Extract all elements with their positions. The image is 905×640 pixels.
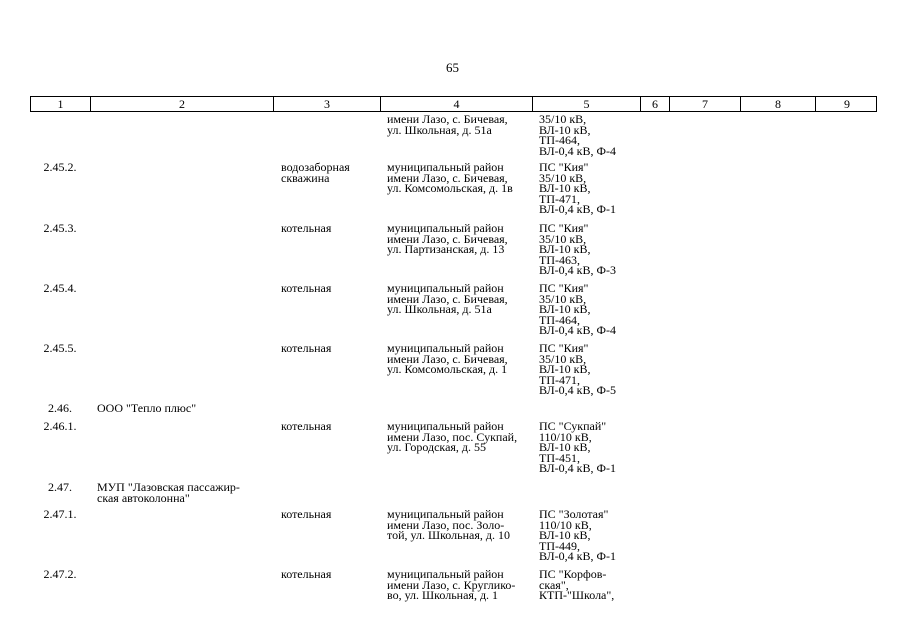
object-address xyxy=(387,421,517,453)
object-address-line: муниципальный район xyxy=(387,567,504,581)
object-address-line: ул. Школьная, д. 51а xyxy=(387,122,492,137)
row-number: 2.47.2. xyxy=(43,567,77,581)
object-address xyxy=(387,223,508,255)
power-source-line: ВЛ-0,4 кВ, Ф-3 xyxy=(539,263,616,278)
object-address-line: во, ул. Школьная, д. 1 xyxy=(387,588,499,603)
object-type xyxy=(281,569,331,580)
object-address xyxy=(387,162,513,194)
row-number: 2.47. xyxy=(48,480,72,494)
power-source-line: 35/10 кВ, xyxy=(539,170,587,185)
power-source-line: ПС "Кия" xyxy=(539,221,589,235)
header-col-8: 8 xyxy=(741,97,816,111)
object-type-line: котельная xyxy=(281,419,332,433)
row-number: 2.45.5. xyxy=(43,341,77,355)
power-source-line: ПС "Кия" xyxy=(539,281,589,295)
object-address-line: ул. Комсомольская, д. 1в xyxy=(387,181,513,196)
power-source-line: ТП-471, xyxy=(539,372,580,387)
power-source-line: ская", xyxy=(539,577,569,592)
header-col-7: 7 xyxy=(670,97,741,111)
power-source-line: ВЛ-0,4 кВ, Ф-5 xyxy=(539,383,616,398)
object-address xyxy=(387,343,508,375)
object-type xyxy=(281,343,331,354)
object-type xyxy=(281,223,331,234)
power-source-line: ВЛ-10 кВ, xyxy=(539,528,591,543)
power-source-line: ПС "Корфов- xyxy=(539,567,607,581)
object-address-line: муниципальный район xyxy=(387,507,504,521)
object-address xyxy=(387,114,508,135)
power-source-line: 35/10 кВ, xyxy=(539,291,587,306)
power-source xyxy=(539,114,616,156)
power-source-line: КТП-"Школа", xyxy=(539,588,615,603)
power-source-line: ВЛ-10 кВ, xyxy=(539,362,591,377)
power-source-line: ВЛ-0,4 кВ, Ф-4 xyxy=(539,323,616,338)
power-source-line: ТП-449, xyxy=(539,538,580,553)
power-source-line: ПС "Кия" xyxy=(539,341,589,355)
organization-name-line: ООО "Тепло плюс" xyxy=(97,401,197,415)
power-source xyxy=(539,162,616,215)
power-source-line: ВЛ-10 кВ, xyxy=(539,181,591,196)
row-number: 2.47.1. xyxy=(43,507,77,521)
object-type xyxy=(281,421,331,432)
header-col-4: 4 xyxy=(381,97,533,111)
power-source-line: ПС "Золотая" xyxy=(539,507,609,521)
power-source-line: ВЛ-0,4 кВ, Ф-4 xyxy=(539,143,616,158)
object-address-line: ул. Школьная, д. 51а xyxy=(387,302,492,317)
row-number: 2.45.3. xyxy=(43,221,77,235)
power-source xyxy=(539,509,616,562)
object-type-line: водозаборная xyxy=(281,160,350,174)
power-source-line: 110/10 кВ, xyxy=(539,517,592,532)
power-source-line: ВЛ-10 кВ, xyxy=(539,122,591,137)
object-type xyxy=(281,162,350,183)
object-address-line: ул. Партизанская, д. 13 xyxy=(387,242,505,257)
object-type-line: котельная xyxy=(281,567,332,581)
header-col-1: 1 xyxy=(31,97,91,111)
object-address-line: имени Лазо, с. Круглико- xyxy=(387,577,516,592)
object-address-line: имени Лазо, пос. Золо- xyxy=(387,517,505,532)
power-source xyxy=(539,343,616,396)
organization-name xyxy=(97,482,240,503)
power-source xyxy=(539,223,616,276)
object-address-line: той, ул. Школьная, д. 10 xyxy=(387,528,510,543)
page-number: 65 xyxy=(446,60,459,75)
power-source-line: ТП-464, xyxy=(539,312,580,327)
row-number: 2.46.1. xyxy=(43,419,77,433)
power-source-line: ПС "Сукпай" xyxy=(539,419,607,433)
power-source-line: ТП-464, xyxy=(539,133,580,148)
object-address xyxy=(387,509,510,541)
power-source-line: ВЛ-0,4 кВ, Ф-1 xyxy=(539,461,616,476)
power-source-line: ПС "Кия" xyxy=(539,160,589,174)
header-col-3: 3 xyxy=(274,97,381,111)
header-col-6: 6 xyxy=(641,97,670,111)
power-source-line: ВЛ-0,4 кВ, Ф-1 xyxy=(539,202,616,217)
power-source-line: ТП-463, xyxy=(539,252,580,267)
power-source xyxy=(539,421,616,474)
object-type-line: котельная xyxy=(281,281,332,295)
object-address xyxy=(387,569,515,601)
power-source-line: 35/10 кВ, xyxy=(539,112,587,126)
object-type-line: котельная xyxy=(281,341,332,355)
power-source-line: ВЛ-10 кВ, xyxy=(539,440,591,455)
power-source-line: ТП-451, xyxy=(539,450,580,465)
object-address-line: имени Лазо, пос. Сукпай, xyxy=(387,429,518,444)
header-col-2: 2 xyxy=(91,97,274,111)
power-source-line: ВЛ-0,4 кВ, Ф-1 xyxy=(539,549,616,564)
header-col-9: 9 xyxy=(844,97,850,111)
organization-name-line: ская автоколонна" xyxy=(97,490,190,505)
object-type xyxy=(281,283,331,294)
object-address-line: ул. Городская, д. 55 xyxy=(387,440,487,455)
object-type-line: котельная xyxy=(281,221,332,235)
object-address-line: имени Лазо, с. Бичевая, xyxy=(387,231,508,246)
row-number: 2.45.2. xyxy=(43,160,77,174)
power-source-line: ТП-471, xyxy=(539,191,580,206)
object-address-line: имени Лазо, с. Бичевая, xyxy=(387,291,508,306)
object-address-line: имени Лазо, с. Бичевая, xyxy=(387,170,508,185)
object-address-line: ул. Комсомольская, д. 1 xyxy=(387,362,508,377)
table-header xyxy=(30,96,877,112)
power-source-line: 35/10 кВ, xyxy=(539,231,587,246)
organization-name xyxy=(97,403,196,414)
object-address-line: муниципальный район xyxy=(387,419,504,433)
object-type-line: котельная xyxy=(281,507,332,521)
power-source-line: ВЛ-10 кВ, xyxy=(539,242,591,257)
power-source xyxy=(539,569,614,601)
object-address xyxy=(387,283,508,315)
object-address-line: муниципальный район xyxy=(387,160,504,174)
object-address-line: муниципальный район xyxy=(387,341,504,355)
organization-name-line: МУП "Лазовская пассажир- xyxy=(97,480,240,494)
object-address-line: муниципальный район xyxy=(387,281,504,295)
object-type xyxy=(281,509,331,520)
row-number: 2.45.4. xyxy=(43,281,77,295)
power-source-line: 110/10 кВ, xyxy=(539,429,592,444)
object-type-line: скважина xyxy=(281,170,330,185)
power-source xyxy=(539,283,616,336)
row-number: 2.46. xyxy=(48,401,72,415)
power-source-line: ВЛ-10 кВ, xyxy=(539,302,591,317)
object-address-line: имени Лазо, с. Бичевая, xyxy=(387,112,508,126)
header-col-5: 5 xyxy=(533,97,641,111)
power-source-line: 35/10 кВ, xyxy=(539,351,587,366)
object-address-line: муниципальный район xyxy=(387,221,504,235)
object-address-line: имени Лазо, с. Бичевая, xyxy=(387,351,508,366)
